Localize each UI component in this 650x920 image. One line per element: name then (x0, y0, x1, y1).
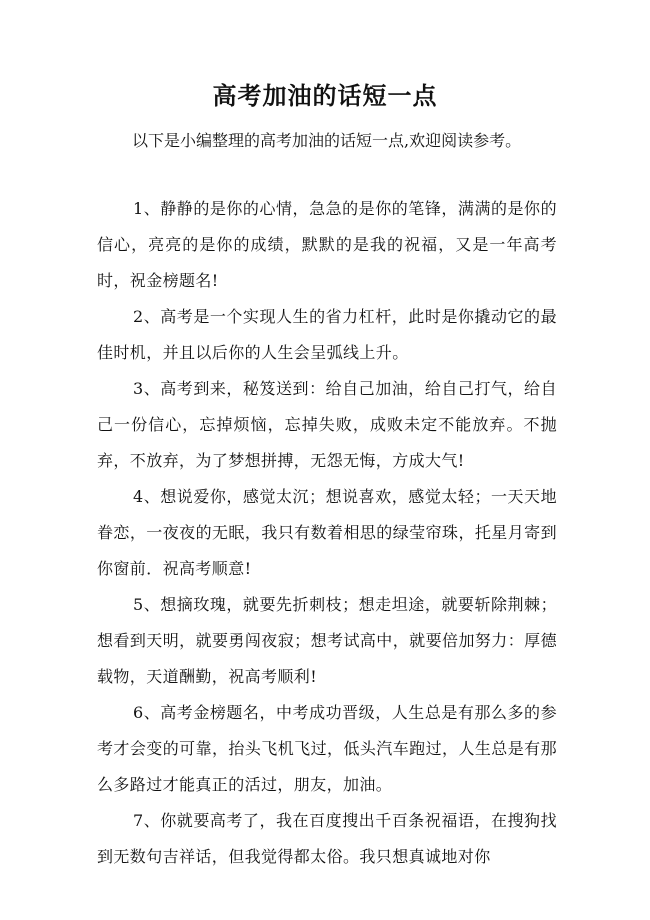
document-title: 高考加油的话短一点 (212, 81, 438, 110)
intro-text: 以下是小编整理的高考加油的话短一点,欢迎阅读参考。 (132, 131, 522, 150)
paragraph-7: 7、你就要高考了，我在百度搜出千百条祝福语，在搜狗找到无数句吉祥话，但我觉得都太俗。我只想真诚地对你 (97, 811, 557, 866)
paragraph-4: 4、想说爱你，感觉太沉；想说喜欢，感觉太轻；一天天地眷恋，一夜夜的无眠，我只有数着相思的绿莹帘珠，托星月寄到你窗前．祝高考顺意! (97, 487, 557, 578)
paragraph-5: 5、想摘玫瑰，就要先折刺枝；想走坦途，就要斩除荆棘；想看到天明，就要勇闯夜寂；想考试高中，就要倍加努力：厚德载物，天道酬勤，祝高考顺利! (97, 595, 557, 686)
paragraph-3: 3、高考到来，秘笈送到：给自己加油，给自己打气，给自己一份信心，忘掉烦恼，忘掉失败，成败未定不能放弃。不抛弃，不放弃，为了梦想拼搏，无怨无悔，方成大气! (97, 379, 557, 470)
document-body (97, 191, 557, 875)
paragraph-1: 1、静静的是你的心情，急急的是你的笔锋，满满的是你的信心，亮亮的是你的成绩，默默的是我的祝福，又是一年高考时，祝金榜题名! (97, 199, 557, 290)
paragraph-2: 2、高考是一个实现人生的省力杠杆，此时是你撬动它的最佳时机，并且以后你的人生会呈弧线上升。 (97, 307, 557, 362)
paragraph-6: 6、高考金榜题名，中考成功晋级，人生总是有那么多的参考才会变的可靠，抬头飞机飞过，低头汽车跑过，人生总是有那么多路过才能真正的活过，朋友，加油。 (97, 703, 557, 794)
